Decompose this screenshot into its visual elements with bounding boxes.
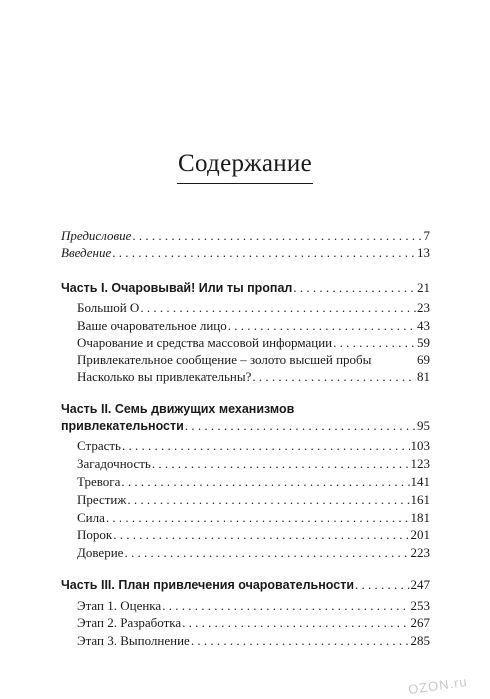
- leader-dots: [152, 456, 410, 472]
- leader-dots: [252, 369, 416, 385]
- leader-dots: [121, 474, 409, 490]
- toc-entry-label: Этап 3. Выполнение: [77, 633, 190, 648]
- toc-entry-label: Очарование и средства массовой информации: [77, 335, 333, 350]
- leader-dots: [124, 545, 409, 561]
- leader-dots: [127, 492, 409, 508]
- toc-entry-label: Привлекательное сообщение – золото высшей пробы: [77, 352, 372, 367]
- toc-entry-label: Загадочность: [77, 456, 151, 471]
- toc-entry[interactable]: [77, 615, 430, 631]
- leader-dots: [162, 598, 409, 614]
- toc-entry-page: 267: [410, 615, 430, 630]
- leader-dots: [112, 245, 416, 261]
- toc-entry-page: 141: [410, 474, 430, 489]
- toc-entry-label: Порок: [77, 527, 113, 542]
- toc-entry-page: 81: [417, 369, 430, 384]
- toc-entry-page: 13: [417, 245, 430, 260]
- toc-part-3[interactable]: [61, 577, 430, 593]
- leader-dots: [122, 438, 410, 454]
- toc-entry-page: 181: [410, 510, 430, 525]
- toc-entry[interactable]: [77, 438, 430, 454]
- leader-dots: [185, 418, 416, 434]
- toc-entry[interactable]: [77, 352, 430, 368]
- toc-entry-preface[interactable]: [61, 228, 430, 244]
- leader-dots: [140, 300, 416, 316]
- toc-part-2[interactable]: [61, 418, 430, 434]
- toc-entry-page: 43: [417, 318, 430, 333]
- toc-entry-page: 285: [410, 633, 430, 648]
- toc-entry-page: 123: [410, 456, 430, 471]
- toc-entry-label: Престиж: [77, 492, 127, 507]
- toc-entry[interactable]: [77, 335, 430, 351]
- toc-entry[interactable]: [77, 527, 430, 543]
- leader-dots: [182, 615, 409, 631]
- toc-entry[interactable]: [77, 598, 430, 614]
- toc-entry-page: 223: [410, 545, 430, 560]
- toc-entry-label: Введение: [61, 245, 112, 260]
- page-title: Содержание: [177, 150, 313, 184]
- toc-part-2-label-line1[interactable]: Часть II. Семь движущих механизмов: [61, 402, 295, 416]
- leader-dots: [132, 228, 422, 244]
- toc-entry-introduction[interactable]: [61, 245, 430, 261]
- toc-entry-label: Этап 1. Оценка: [77, 598, 162, 613]
- leader-dots: [293, 280, 416, 296]
- toc-entry[interactable]: [77, 510, 430, 526]
- toc-part-page: 247: [410, 577, 430, 592]
- toc-part-label: привлекательности: [61, 419, 184, 433]
- toc-entry[interactable]: [77, 633, 430, 649]
- toc-part-page: 21: [417, 280, 430, 295]
- toc-entry[interactable]: [77, 318, 430, 334]
- toc-entry-label: Доверие: [77, 545, 124, 560]
- toc-entry-label: Предисловие: [61, 228, 132, 243]
- toc-entry-page: 23: [417, 300, 430, 315]
- leader-dots: [228, 318, 416, 334]
- toc-part-page: 95: [417, 418, 430, 433]
- toc-entry-label: Большой О: [77, 300, 140, 315]
- toc-entry-label: Ваше очаровательное лицо: [77, 318, 227, 333]
- toc-entry-page: 161: [410, 492, 430, 507]
- toc-entry-label: Страсть: [77, 438, 121, 453]
- toc-entry[interactable]: [77, 369, 430, 385]
- toc-entry[interactable]: [77, 300, 430, 316]
- leader-dots: [191, 633, 410, 649]
- toc-entry-label: Тревога: [77, 474, 121, 489]
- toc-entry[interactable]: [77, 492, 430, 508]
- leader-dots: [333, 335, 416, 351]
- toc-entry[interactable]: [77, 456, 430, 472]
- toc-entry-label: Этап 2. Разработка: [77, 615, 182, 630]
- toc-entry-label: Сила: [77, 510, 105, 525]
- toc-part-1[interactable]: [61, 280, 430, 296]
- toc-entry-page: 253: [410, 598, 430, 613]
- toc-entry[interactable]: [77, 545, 430, 561]
- toc-entry[interactable]: [77, 474, 430, 490]
- toc-entry-page: 69: [417, 352, 430, 367]
- toc-entry-label: Насколько вы привлекательны?: [77, 369, 252, 384]
- leader-dots: [113, 527, 409, 543]
- toc-entry-page: 59: [417, 335, 430, 350]
- watermark-logo: OZON.ru: [407, 673, 469, 698]
- toc-part-label: Часть III. План привлечения очаровательности: [61, 578, 354, 592]
- title-wrapper: [0, 150, 490, 184]
- leader-dots: [106, 510, 410, 526]
- leader-dots: [355, 577, 410, 593]
- toc-entry-page: 103: [410, 438, 430, 453]
- toc-entry-page: 201: [410, 527, 430, 542]
- toc-part-label: Часть I. Очаровывай! Или ты пропал: [61, 281, 293, 295]
- toc-entry-page: 7: [423, 228, 430, 243]
